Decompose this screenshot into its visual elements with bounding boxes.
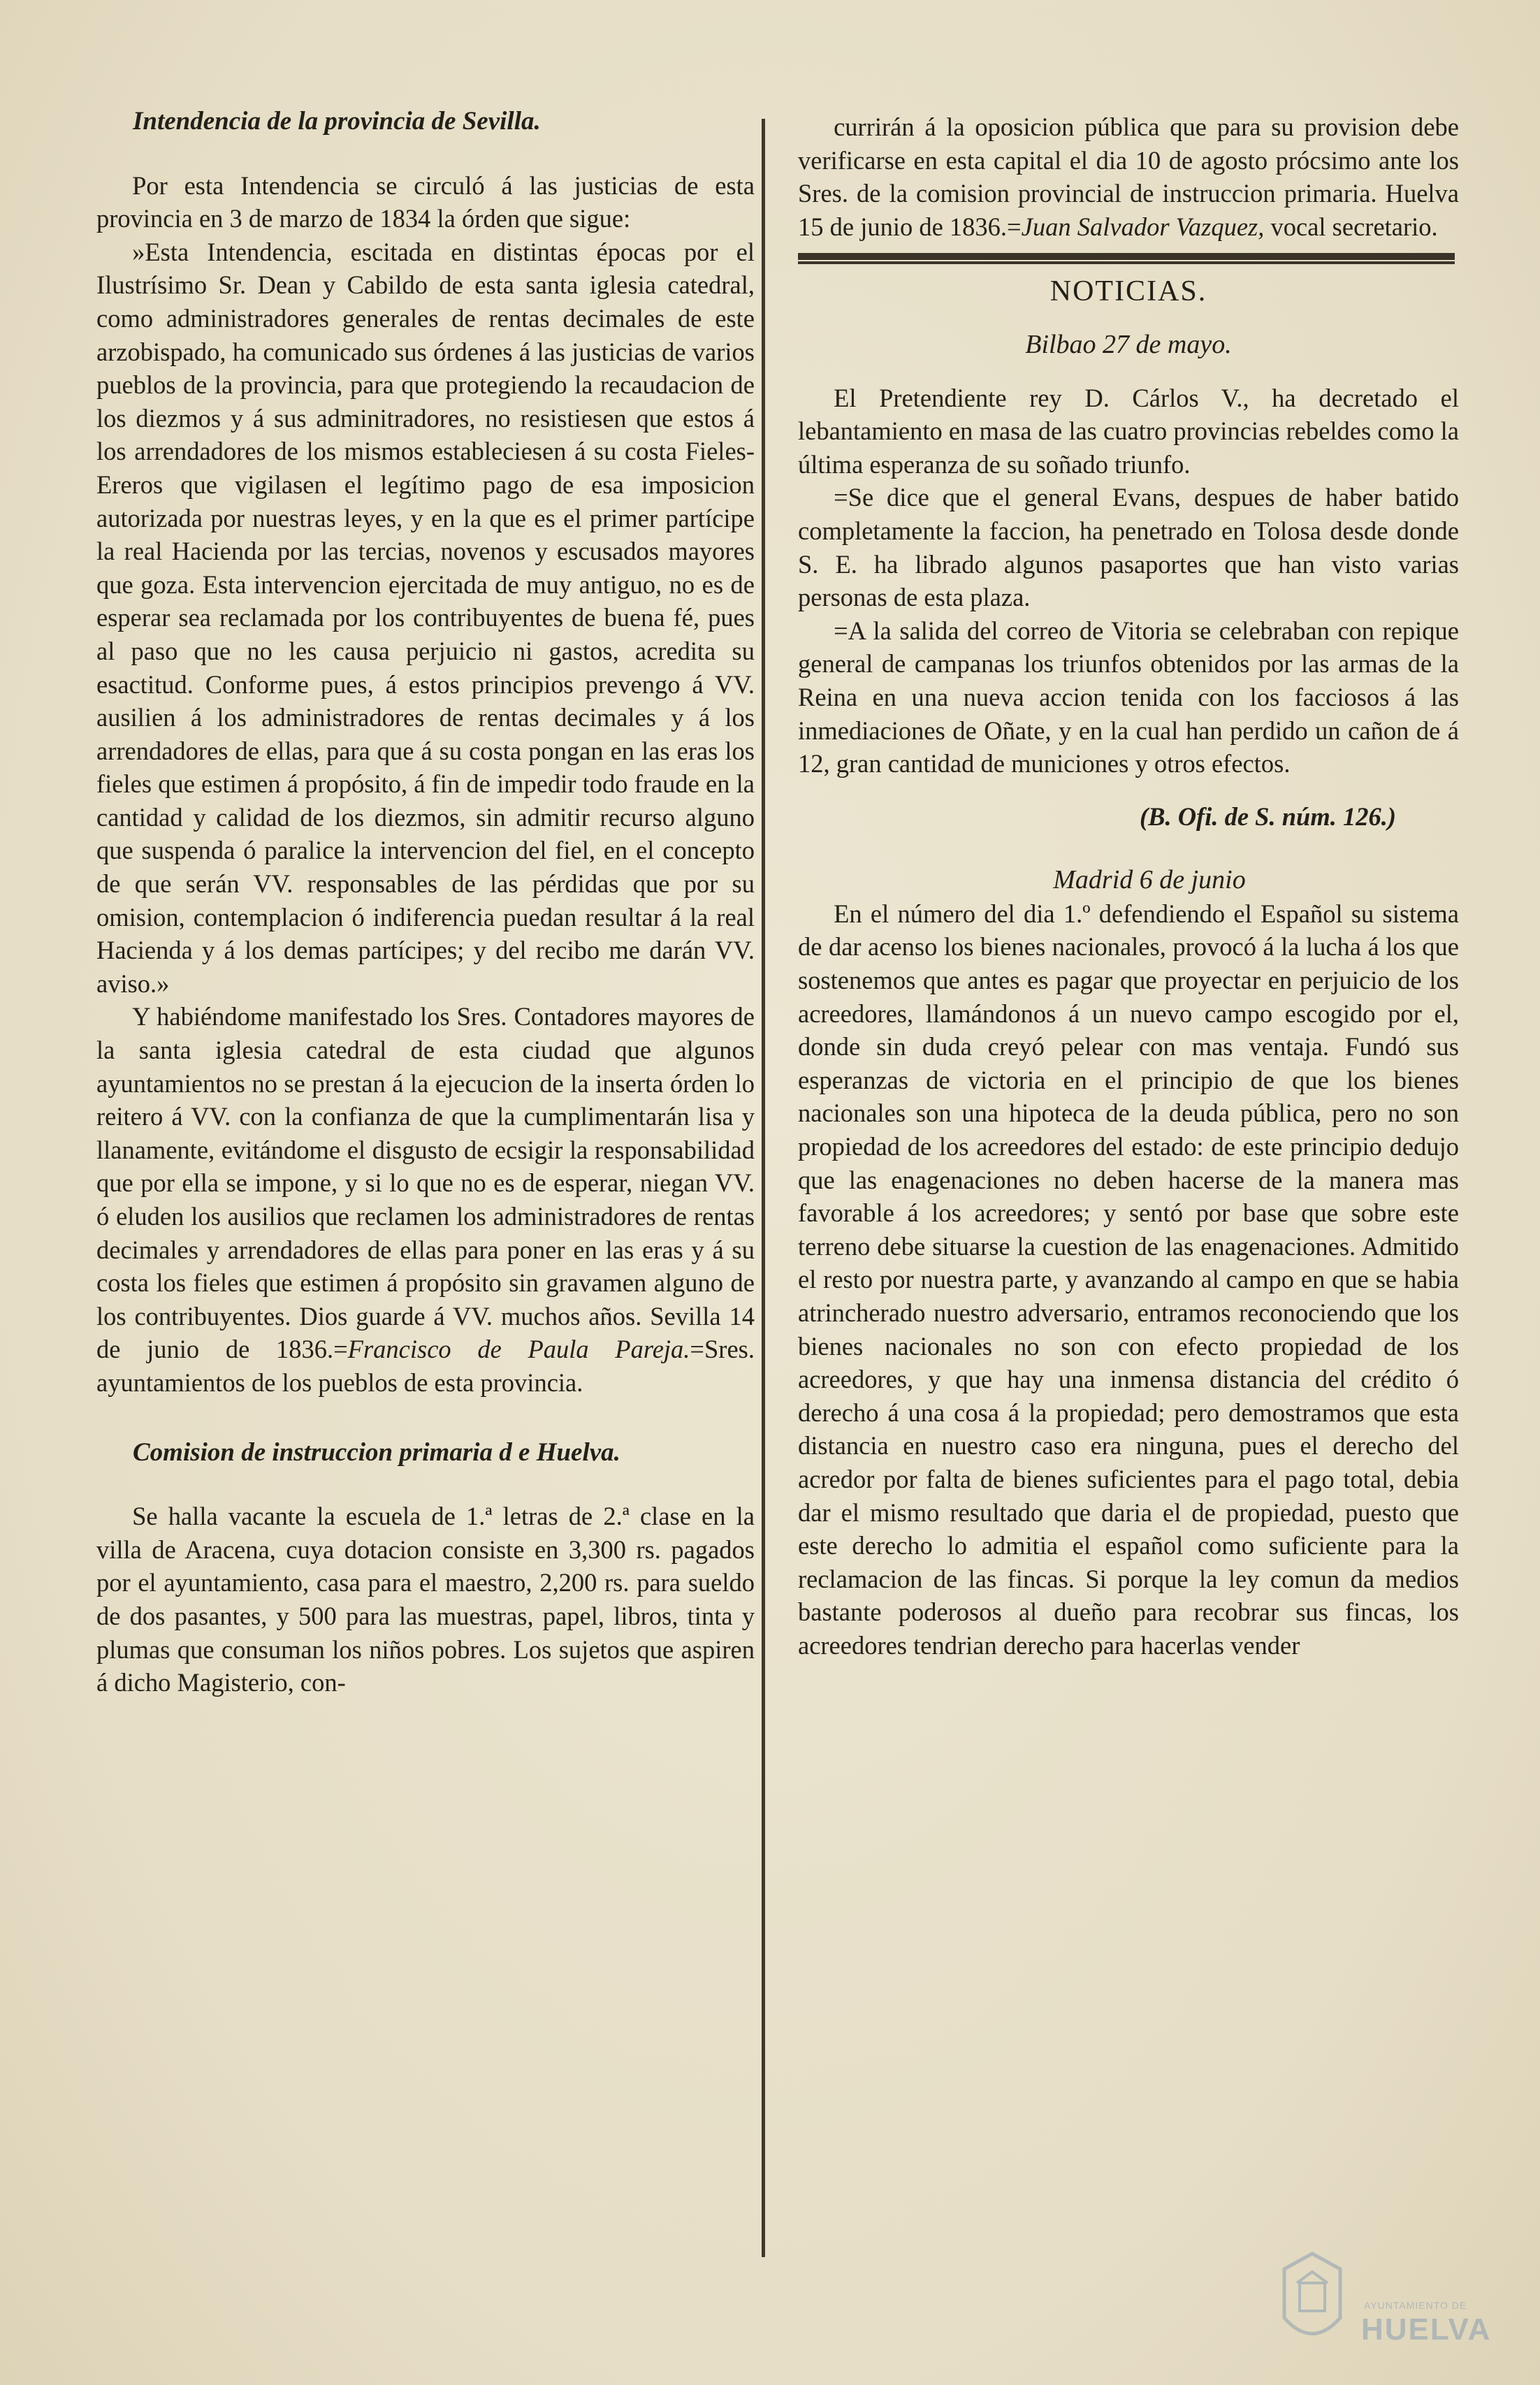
madrid-dateline: Madrid 6 de junio — [1053, 865, 1246, 895]
sevilla-order: »Esta Intendencia, escitada en distintas épocas por el Ilustrísimo Sr. Dean y Cabildo de esta santa iglesia catedral, como administradores generales de rentas decimales de este arzobispado, ha comunicado sus órdenes á las justicias de varios pueblos de la provincia, para que protegiendo la recaudacion de los diezmos y á sus adminitradores, no resistiesen que estos á los arrendadores de los mismos estableciesen á su costa Fieles-Ereros que vigilasen el legítimo pago de esa imposicion autorizada por nuestras leyes, y en la que es el primer partícipe la real Hacienda por las tercias, novenos y escusados mayores que goza. Esta intervencion ejercitada de muy antiguo, no es de esperar sea reclamada por los contribuyentes de buena fé, pues al paso que no les causa perjuicio ni gastos, acredita su esactitud. Conforme pues, á estos principios prevengo á VV. ausilien á los administradores de rentas decimales y á los arrendadores de ellas, para que á su costa pongan en las eras los fieles que estimen á propósito, á fin de impedir todo fraude en la cantidad y calidad de los diezmos, sin admitir recurso alguno que suspenda ó paralice la intervencion del fiel, en el concepto de que serán VV. responsables de las pérdidas que por su omision, contemplacion ó indiferencia puedan resultar á la real Hacienda y á los demas partícipes; y del recibo me darán VV. aviso.» — [96, 237, 755, 998]
watermark-logo — [1277, 2241, 1515, 2360]
noticias-title: NOTICIAS. — [1049, 275, 1207, 308]
huelva-continued — [798, 110, 1459, 243]
huelva-continued-text: currirán á la oposicion pública que para su provision debe verificarse en esta capital el dia 10 de agosto prócsimo ante los Sres. de la comision provincial de instruccion primaria. Huelva 15 de junio de 1836.= — [798, 113, 1459, 241]
huelva-text: Se halla vacante la escuela de 1.ª letras de 2.ª clase en la villa de Aracena, cuya dotacion consiste en 3,300 rs. pagados por el ayuntamiento, casa para el maestro, 2,200 rs. para sueldo de dos pasantes, y 500 para las muestras, papel, libros, tinta y plumas que consuman los niños pobres. Los sujetos que aspiren á dicho Magisterio, con- — [96, 1502, 755, 1697]
sevilla-followup-text: Y habiéndome manifestado los Sres. Contadores mayores de la santa iglesia catedral de esta ciudad que algunos ayuntamientos no se prestan á la ejecucion de la inserta órden lo reitero á VV. con la confianza de que la cumplimentarán lisa y llanamente, evitándome el disgusto de ecsigir la responsabilidad que por ella se impone, y si lo que no es de esperar, niegan VV. ó eluden los ausilios que reclamen los administradores de rentas decimales y arrendadores de ellas para poner en las eras y á su costa los fieles que estimen á propósito sin gravamen alguno de los contribuyentes. Dios guarde á VV. muchos años. Sevilla 14 de junio de 1836.= — [96, 1002, 755, 1364]
heading-sevilla: Intendencia de la provincia de Sevilla. — [133, 107, 541, 136]
municipal-crest-icon — [1277, 2248, 1347, 2353]
bilbao-source: (B. Ofi. de S. núm. 126.) — [1139, 802, 1396, 831]
sevilla-followup — [96, 1000, 755, 1399]
bilbao-paragraph-2: =Se dice que el general Evans, despues de haber batido completamente la faccion, ha penetrado en Tolosa desde donde S. E. ha librado algunos pasaportes que han visto varias personas de esta plaza. — [798, 483, 1459, 612]
column-divider — [762, 119, 765, 2257]
huelva-signer-role: vocal secretario. — [1270, 212, 1438, 241]
watermark-sublabel: AYUNTAMIENTO DE — [1364, 2300, 1467, 2311]
section-rule — [798, 253, 1455, 264]
right-column — [798, 110, 1459, 1662]
huelva-signer: Juan Salvador Vazquez, — [1021, 212, 1265, 241]
sevilla-intro: Por esta Intendencia se circuló á las justicias de esta provincia en 3 de marzo de 1834 la órden que sigue: — [96, 171, 755, 233]
madrid-text: En el número del dia 1.º defendiendo el Español su sistema de dar acenso los bienes nacionales, provocó á la lucha á los que sostenemos que antes es pagar que proyectar en perjuicio de los acreedores, llamándonos á un nuevo campo escogido por el, donde sin duda creyó pelear con mas ventaja. Fundó sus esperanzas de victoria en el principio de que los bienes nacionales son una hipoteca de la deuda pública, pero no son propiedad de los acreedores del estado: de este principio dedujo que las enagenaciones no deben hacerse de la manera mas favorable á los acreedores; y sentó por base que sobre este terreno debe situarse la cuestion de las enagenaciones. Admitido el resto por nuestra parte, y avanzando al campo en que se habia atrincherado nuestro adversario, entramos reconociendo que los bienes nacionales no son con efecto propiedad de los acreedores, y que hay una inmensa distancia del crédito ó derecho á una cosa á la propiedad; pero demostramos que esta distancia en nuestro caso era ninguna, pues el derecho del acredor por falta de bienes suficientes para el pago total, debia dar el mismo resultado que daria el de propiedad, puesto que este derecho lo admitia el español como suficiente para la reclamacion de las fincas. Si porque la ley comun da medios bastante poderosos al dueño para recobrar sus fincas, los acreedores tendrian derecho para hacerlas vender — [798, 899, 1459, 1660]
watermark-label: HUELVA — [1361, 2312, 1492, 2347]
bilbao-paragraph-1: El Pretendiente rey D. Cárlos V., ha decretado el lebantamiento en masa de las cuatro provincias rebeldes como la última esperanza de su soñado triunfo. — [798, 383, 1459, 479]
bilbao-paragraph-3: =A la salida del correo de Vitoria se celebraban con repique general de campanas los triunfos obtenidos por las armas de la Reina en una nueva accion tenida con los facciosos á las inmediaciones de Oñate, y en la cual han perdido un cañon de á 12, gran cantidad de municiones y otros efectos. — [798, 616, 1459, 778]
heading-huelva: Comision de instruccion primaria d e Huelva. — [133, 1437, 620, 1467]
sevilla-recipients: =Sres. ayuntamientos de los pueblos de esta provincia. — [96, 1335, 755, 1397]
bilbao-dateline: Bilbao 27 de mayo. — [1025, 329, 1232, 359]
left-column — [96, 105, 755, 1699]
sevilla-signer: Francisco de Paula Pareja. — [347, 1335, 690, 1364]
